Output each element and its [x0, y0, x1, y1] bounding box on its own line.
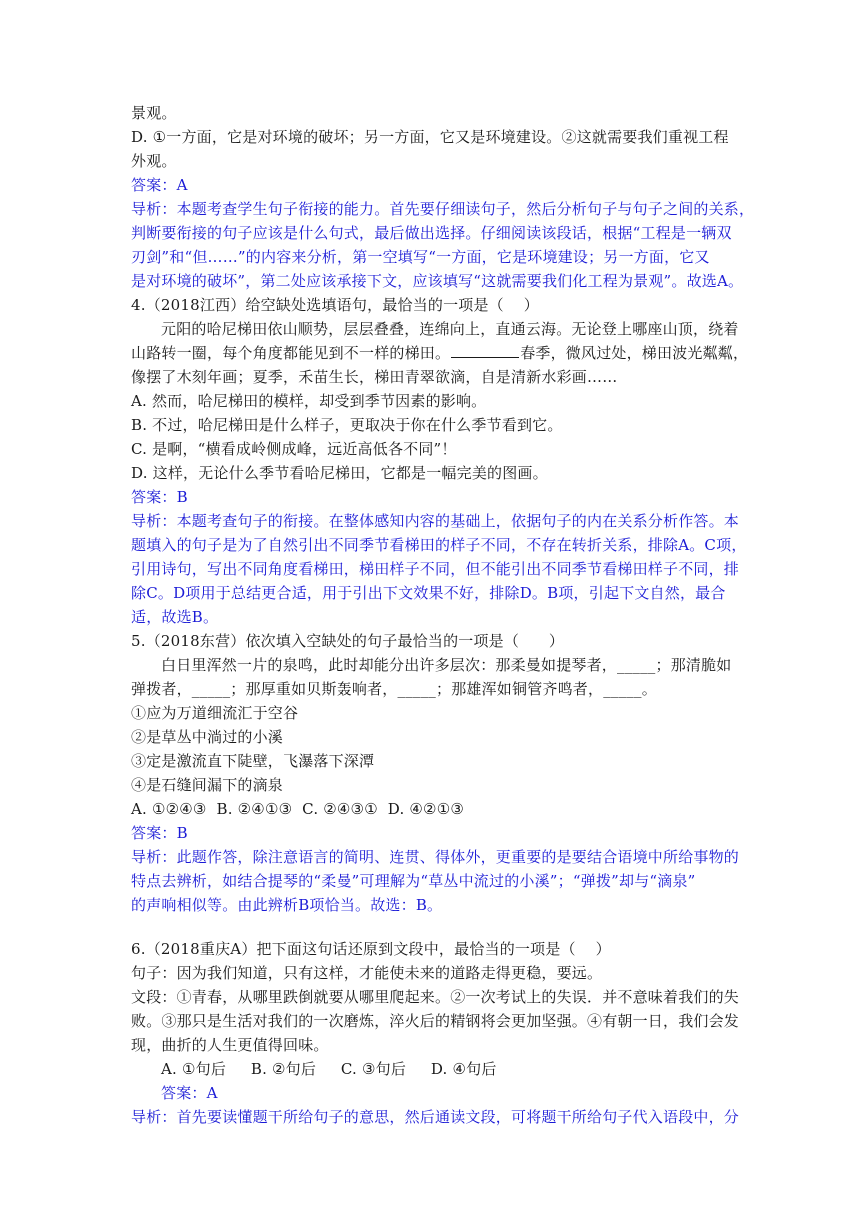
q6-stem: 6.（2018重庆A）把下面这句话还原到文段中，最恰当的一项是（ ）: [131, 940, 611, 958]
q5-item-1: ①应为万道细流汇于空谷: [131, 704, 299, 722]
q5-analysis-line: 的声响相似等。由此辨析B项恰当。故选：B。: [131, 896, 443, 914]
q4-analysis-line: 题填入的句子是为了自然引出不同季节看梯田的样子不同，不存在转折关系，排除A。C项，: [131, 536, 747, 554]
q3-analysis-line: 导析：本题考查学生句子衔接的能力。首先要仔细读句子，然后分析句子与句子之间的关系，: [131, 200, 755, 218]
q5-item-4: ④是石缝间漏下的滴泉: [131, 776, 284, 794]
q6-sentence: 句子：因为我们知道，只有这样，才能使未来的道路走得更稳，要远。: [131, 964, 603, 982]
q5-item-3: ③定是激流直下陡壁，飞瀑落下深潭: [131, 752, 375, 770]
q3-text-tail: 景观。: [131, 104, 177, 122]
q3-option-d-cont: 外观。: [131, 152, 177, 170]
q5-stem: 5.（2018东营）依次填入空缺处的句子最恰当的一项是（ ）: [131, 632, 565, 650]
q4-option-b: B. 不过，哈尼梯田是什么样子，更取决于你在什么季节看到它。: [131, 416, 563, 434]
q4-analysis-line: 适，故选B。: [131, 608, 219, 626]
q5-item-2: ②是草丛中淌过的小溪: [131, 728, 284, 746]
q4-passage-line: 元阳的哈尼梯田依山顺势，层层叠叠，连绵向上，直通云海。无论登上哪座山顶，绕着: [161, 320, 739, 338]
q5-answer: 答案：B: [131, 824, 188, 842]
q4-passage-text: 山路转一圈，每个角度都能见到不一样的梯田。: [131, 344, 451, 362]
q3-answer: 答案：A: [131, 176, 188, 194]
q4-option-d: D. 这样，无论什么季节看哈尼梯田，它都是一幅完美的图画。: [131, 464, 548, 482]
q5-analysis-line: 导析：此题作答，除注意语言的简明、连贯、得体外，更重要的是要结合语境中所给事物的: [131, 848, 740, 866]
q6-answer: 答案：A: [161, 1084, 218, 1102]
q5-analysis-line: 特点去辨析，如结合提琴的“柔曼”可理解为“草丛中流过的小溪”；“弹拨”却与“滴泉”: [131, 872, 696, 890]
q6-passage-line: 现，曲折的人生更值得回味。: [131, 1036, 329, 1054]
q5-choices: A. ①②④③ B. ②④①③ C. ②④③① D. ④②①③: [131, 800, 464, 818]
q4-passage-line: [131, 341, 748, 365]
q4-option-a: A. 然而，哈尼梯田的模样，却受到季节因素的影响。: [131, 392, 487, 410]
q4-stem: 4.（2018江西）给空缺处选填语句，最恰当的一项是（ ）: [131, 296, 539, 314]
q4-blank: [451, 342, 519, 358]
q6-passage-line: 败。③那只是生活对我们的一次磨炼，淬火后的精钢将会更加坚强。④有朝一日，我们会发: [131, 1012, 740, 1030]
q5-passage-line: 白日里浑然一片的泉鸣，此时却能分出许多层次：那柔曼如提琴者，_____；那清脆如: [161, 656, 732, 674]
q3-analysis-line: 判断要衔接的句子应该是什么句式，最后做出选择。仔细阅读该段话，根据“工程是一辆双: [131, 224, 732, 242]
q6-passage-line: 文段：①青春，从哪里跌倒就要从哪里爬起来。②一次考试上的失误．并不意味着我们的失: [131, 988, 740, 1006]
q4-passage-text: 春季，微风过处，梯田波光粼粼，: [520, 344, 749, 362]
q4-analysis-line: 引用诗句，写出不同角度看梯田，梯田样子不同，但不能引出不同季节看梯田样子不同，排: [131, 560, 740, 578]
q4-option-c: C. 是啊，“横看成岭侧成峰，远近高低各不同”！: [131, 440, 457, 458]
q3-analysis-line: 是对环境的破坏”，第二处应该承接下文，应该填写“这就需要我们化工程为景观”。故选A。: [131, 272, 744, 290]
q3-option-d: D. ①一方面，它是对环境的破坏；另一方面，它又是环境建设。②这就需要我们重视工程: [131, 128, 729, 146]
q4-analysis-line: 除C。D项用于总结更合适，用于引出下文效果不好，排除D。B项，引起下文自然，最合: [131, 584, 726, 602]
q6-analysis-line: 导析：首先要读懂题干所给句子的意思，然后通读文段，可将题干所给句子代入语段中，分: [131, 1108, 740, 1126]
q3-analysis-line: 刃剑”和“但……”的内容来分析，第一空填写“一方面，它是环境建设；另一方面，它又: [131, 248, 710, 266]
q6-choices: A. ①句后 B. ②句后 C. ③句后 D. ④句后: [161, 1060, 497, 1078]
q5-passage-line: 弹拨者，_____；那厚重如贝斯轰响者，_____；那雄浑如铜管齐鸣者，_____。: [131, 680, 657, 698]
q4-answer: 答案：B: [131, 488, 188, 506]
q4-analysis-line: 导析：本题考查句子的衔接。在整体感知内容的基础上，依据句子的内在关系分析作答。本: [131, 512, 740, 530]
q4-passage-line: 像摆了木刻年画；夏季，禾苗生长，梯田青翠欲滴，自是清新水彩画……: [131, 368, 618, 386]
